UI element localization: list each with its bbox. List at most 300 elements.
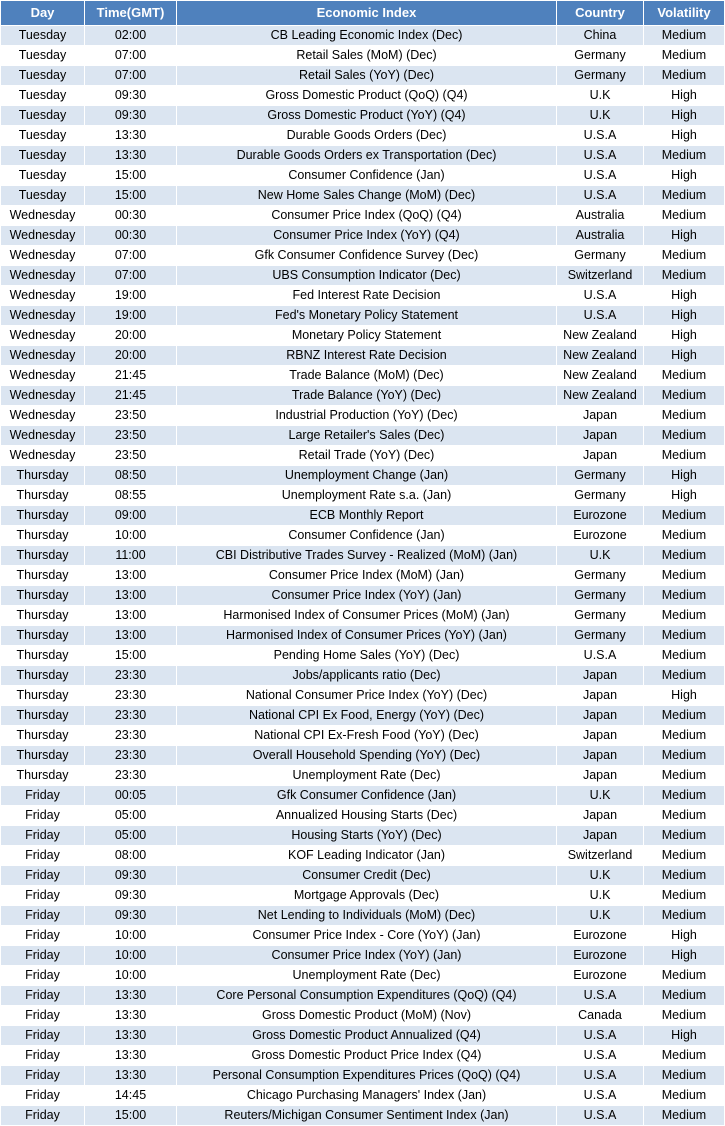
cell-country: U.K — [557, 886, 644, 906]
cell-time: 13:00 — [85, 566, 177, 586]
cell-country: U.S.A — [557, 1046, 644, 1066]
cell-day: Thursday — [1, 466, 85, 486]
cell-economic-index: Gross Domestic Product (MoM) (Nov) — [177, 1006, 557, 1026]
table-row — [1, 106, 725, 126]
cell-time: 09:30 — [85, 906, 177, 926]
cell-economic-index: Housing Starts (YoY) (Dec) — [177, 826, 557, 846]
cell-volatility: High — [644, 86, 725, 106]
cell-day: Thursday — [1, 586, 85, 606]
cell-time: 00:05 — [85, 786, 177, 806]
cell-country: Germany — [557, 566, 644, 586]
cell-country: New Zealand — [557, 366, 644, 386]
cell-volatility: Medium — [644, 566, 725, 586]
cell-volatility: Medium — [644, 1046, 725, 1066]
cell-time: 20:00 — [85, 346, 177, 366]
cell-day: Thursday — [1, 606, 85, 626]
table-row — [1, 266, 725, 286]
cell-time: 21:45 — [85, 366, 177, 386]
cell-country: U.K — [557, 86, 644, 106]
cell-volatility: High — [644, 466, 725, 486]
cell-volatility: Medium — [644, 206, 725, 226]
cell-economic-index: Consumer Confidence (Jan) — [177, 166, 557, 186]
cell-volatility: Medium — [644, 886, 725, 906]
cell-country: Eurozone — [557, 506, 644, 526]
cell-economic-index: RBNZ Interest Rate Decision — [177, 346, 557, 366]
cell-country: New Zealand — [557, 386, 644, 406]
cell-time: 23:50 — [85, 446, 177, 466]
cell-volatility: Medium — [644, 1066, 725, 1086]
cell-time: 23:30 — [85, 746, 177, 766]
cell-economic-index: Consumer Price Index (MoM) (Jan) — [177, 566, 557, 586]
table-row — [1, 786, 725, 806]
cell-day: Wednesday — [1, 446, 85, 466]
cell-economic-index: Unemployment Rate (Dec) — [177, 766, 557, 786]
table-row — [1, 1026, 725, 1046]
cell-volatility: Medium — [644, 846, 725, 866]
cell-economic-index: CB Leading Economic Index (Dec) — [177, 26, 557, 46]
cell-time: 15:00 — [85, 646, 177, 666]
cell-economic-index: Trade Balance (YoY) (Dec) — [177, 386, 557, 406]
cell-time: 11:00 — [85, 546, 177, 566]
cell-time: 05:00 — [85, 806, 177, 826]
cell-day: Tuesday — [1, 166, 85, 186]
table-row — [1, 166, 725, 186]
cell-economic-index: ECB Monthly Report — [177, 506, 557, 526]
header-economic-index: Economic Index — [177, 1, 557, 26]
cell-volatility: High — [644, 286, 725, 306]
cell-country: Japan — [557, 766, 644, 786]
table-row — [1, 926, 725, 946]
cell-country: Japan — [557, 666, 644, 686]
cell-time: 09:30 — [85, 886, 177, 906]
cell-country: U.S.A — [557, 306, 644, 326]
cell-economic-index: Large Retailer's Sales (Dec) — [177, 426, 557, 446]
cell-day: Wednesday — [1, 406, 85, 426]
cell-economic-index: Net Lending to Individuals (MoM) (Dec) — [177, 906, 557, 926]
cell-time: 02:00 — [85, 26, 177, 46]
cell-day: Tuesday — [1, 46, 85, 66]
cell-day: Thursday — [1, 526, 85, 546]
cell-time: 09:30 — [85, 866, 177, 886]
cell-time: 07:00 — [85, 66, 177, 86]
cell-economic-index: Gross Domestic Product (YoY) (Q4) — [177, 106, 557, 126]
cell-country: Eurozone — [557, 526, 644, 546]
table-row — [1, 686, 725, 706]
cell-country: U.S.A — [557, 1066, 644, 1086]
cell-economic-index: Durable Goods Orders (Dec) — [177, 126, 557, 146]
table-row — [1, 146, 725, 166]
cell-day: Friday — [1, 986, 85, 1006]
cell-volatility: High — [644, 166, 725, 186]
cell-country: Japan — [557, 826, 644, 846]
cell-volatility: Medium — [644, 446, 725, 466]
cell-time: 10:00 — [85, 526, 177, 546]
cell-time: 09:00 — [85, 506, 177, 526]
table-row — [1, 566, 725, 586]
cell-volatility: Medium — [644, 506, 725, 526]
cell-economic-index: Fed Interest Rate Decision — [177, 286, 557, 306]
cell-country: Japan — [557, 426, 644, 446]
cell-volatility: High — [644, 1026, 725, 1046]
cell-day: Friday — [1, 926, 85, 946]
cell-volatility: Medium — [644, 186, 725, 206]
cell-day: Friday — [1, 786, 85, 806]
cell-volatility: Medium — [644, 666, 725, 686]
cell-day: Wednesday — [1, 226, 85, 246]
table-row — [1, 506, 725, 526]
cell-economic-index: Personal Consumption Expenditures Prices (QoQ) (Q4) — [177, 1066, 557, 1086]
cell-country: U.K — [557, 866, 644, 886]
cell-country: New Zealand — [557, 346, 644, 366]
cell-volatility: Medium — [644, 646, 725, 666]
cell-country: Canada — [557, 1006, 644, 1026]
cell-day: Friday — [1, 846, 85, 866]
table-row — [1, 66, 725, 86]
cell-time: 23:30 — [85, 706, 177, 726]
table-row — [1, 46, 725, 66]
cell-volatility: High — [644, 126, 725, 146]
cell-country: Germany — [557, 66, 644, 86]
cell-day: Thursday — [1, 666, 85, 686]
cell-country: Japan — [557, 406, 644, 426]
table-row — [1, 446, 725, 466]
cell-time: 23:30 — [85, 666, 177, 686]
cell-economic-index: Harmonised Index of Consumer Prices (MoM) (Jan) — [177, 606, 557, 626]
cell-day: Thursday — [1, 706, 85, 726]
cell-volatility: Medium — [644, 826, 725, 846]
cell-country: U.S.A — [557, 646, 644, 666]
table-row — [1, 466, 725, 486]
cell-economic-index: National Consumer Price Index (YoY) (Dec) — [177, 686, 557, 706]
cell-economic-index: KOF Leading Indicator (Jan) — [177, 846, 557, 866]
cell-volatility: Medium — [644, 406, 725, 426]
cell-economic-index: Gross Domestic Product Annualized (Q4) — [177, 1026, 557, 1046]
cell-country: Japan — [557, 746, 644, 766]
cell-time: 19:00 — [85, 306, 177, 326]
cell-country: U.K — [557, 786, 644, 806]
cell-volatility: High — [644, 486, 725, 506]
cell-volatility: Medium — [644, 706, 725, 726]
cell-volatility: Medium — [644, 626, 725, 646]
header-time: Time(GMT) — [85, 1, 177, 26]
cell-economic-index: Reuters/Michigan Consumer Sentiment Index (Jan) — [177, 1106, 557, 1126]
table-row — [1, 606, 725, 626]
cell-volatility: Medium — [644, 66, 725, 86]
cell-day: Thursday — [1, 486, 85, 506]
cell-day: Friday — [1, 906, 85, 926]
table-row — [1, 706, 725, 726]
cell-country: Japan — [557, 446, 644, 466]
cell-economic-index: Consumer Price Index (YoY) (Jan) — [177, 586, 557, 606]
table-row — [1, 546, 725, 566]
cell-volatility: Medium — [644, 746, 725, 766]
cell-time: 23:30 — [85, 766, 177, 786]
cell-day: Friday — [1, 1046, 85, 1066]
cell-day: Friday — [1, 886, 85, 906]
cell-time: 10:00 — [85, 926, 177, 946]
cell-time: 15:00 — [85, 166, 177, 186]
cell-day: Friday — [1, 1086, 85, 1106]
cell-country: Australia — [557, 226, 644, 246]
cell-day: Wednesday — [1, 346, 85, 366]
cell-volatility: Medium — [644, 606, 725, 626]
table-row — [1, 1046, 725, 1066]
cell-time: 07:00 — [85, 46, 177, 66]
cell-volatility: High — [644, 686, 725, 706]
cell-day: Thursday — [1, 746, 85, 766]
cell-volatility: Medium — [644, 966, 725, 986]
cell-economic-index: Mortgage Approvals (Dec) — [177, 886, 557, 906]
cell-time: 07:00 — [85, 266, 177, 286]
cell-day: Wednesday — [1, 286, 85, 306]
cell-volatility: High — [644, 946, 725, 966]
cell-day: Thursday — [1, 626, 85, 646]
table-row — [1, 866, 725, 886]
cell-time: 20:00 — [85, 326, 177, 346]
cell-country: Germany — [557, 586, 644, 606]
cell-day: Friday — [1, 966, 85, 986]
cell-volatility: High — [644, 306, 725, 326]
cell-economic-index: New Home Sales Change (MoM) (Dec) — [177, 186, 557, 206]
cell-economic-index: Consumer Price Index (QoQ) (Q4) — [177, 206, 557, 226]
cell-time: 13:00 — [85, 606, 177, 626]
table-row — [1, 766, 725, 786]
cell-country: U.K — [557, 546, 644, 566]
table-row — [1, 826, 725, 846]
cell-economic-index: Overall Household Spending (YoY) (Dec) — [177, 746, 557, 766]
cell-volatility: High — [644, 346, 725, 366]
cell-economic-index: Annualized Housing Starts (Dec) — [177, 806, 557, 826]
table-row — [1, 626, 725, 646]
cell-volatility: Medium — [644, 586, 725, 606]
cell-economic-index: Consumer Price Index (YoY) (Jan) — [177, 946, 557, 966]
cell-country: U.S.A — [557, 1086, 644, 1106]
cell-volatility: Medium — [644, 906, 725, 926]
cell-country: U.S.A — [557, 186, 644, 206]
cell-time: 13:30 — [85, 146, 177, 166]
table-row — [1, 426, 725, 446]
table-row — [1, 246, 725, 266]
cell-economic-index: Gross Domestic Product Price Index (Q4) — [177, 1046, 557, 1066]
cell-time: 10:00 — [85, 946, 177, 966]
cell-day: Friday — [1, 1066, 85, 1086]
cell-country: Eurozone — [557, 946, 644, 966]
cell-economic-index: Durable Goods Orders ex Transportation (Dec) — [177, 146, 557, 166]
cell-time: 13:30 — [85, 1026, 177, 1046]
cell-time: 13:30 — [85, 1066, 177, 1086]
cell-day: Tuesday — [1, 186, 85, 206]
cell-volatility: High — [644, 226, 725, 246]
cell-country: U.S.A — [557, 126, 644, 146]
table-row — [1, 26, 725, 46]
cell-time: 19:00 — [85, 286, 177, 306]
cell-time: 13:00 — [85, 586, 177, 606]
cell-volatility: Medium — [644, 866, 725, 886]
cell-time: 08:50 — [85, 466, 177, 486]
header-day: Day — [1, 1, 85, 26]
cell-day: Tuesday — [1, 126, 85, 146]
cell-economic-index: Gfk Consumer Confidence Survey (Dec) — [177, 246, 557, 266]
cell-day: Tuesday — [1, 26, 85, 46]
cell-country: Switzerland — [557, 846, 644, 866]
cell-country: Switzerland — [557, 266, 644, 286]
table-row — [1, 486, 725, 506]
cell-economic-index: Gross Domestic Product (QoQ) (Q4) — [177, 86, 557, 106]
table-row — [1, 526, 725, 546]
cell-time: 13:30 — [85, 1006, 177, 1026]
cell-time: 00:30 — [85, 206, 177, 226]
cell-time: 00:30 — [85, 226, 177, 246]
cell-volatility: Medium — [644, 386, 725, 406]
cell-economic-index: UBS Consumption Indicator (Dec) — [177, 266, 557, 286]
cell-volatility: Medium — [644, 426, 725, 446]
cell-economic-index: National CPI Ex-Fresh Food (YoY) (Dec) — [177, 726, 557, 746]
cell-day: Friday — [1, 1026, 85, 1046]
cell-time: 08:55 — [85, 486, 177, 506]
cell-time: 23:30 — [85, 726, 177, 746]
cell-economic-index: Unemployment Rate s.a. (Jan) — [177, 486, 557, 506]
table-row — [1, 966, 725, 986]
cell-volatility: Medium — [644, 766, 725, 786]
cell-day: Thursday — [1, 686, 85, 706]
cell-time: 13:00 — [85, 626, 177, 646]
cell-day: Thursday — [1, 646, 85, 666]
table-row — [1, 646, 725, 666]
table-row — [1, 946, 725, 966]
cell-country: Germany — [557, 466, 644, 486]
cell-economic-index: Retail Sales (MoM) (Dec) — [177, 46, 557, 66]
cell-economic-index: Consumer Confidence (Jan) — [177, 526, 557, 546]
cell-country: Japan — [557, 726, 644, 746]
table-row — [1, 1066, 725, 1086]
cell-time: 13:30 — [85, 1046, 177, 1066]
table-row — [1, 1086, 725, 1106]
cell-time: 21:45 — [85, 386, 177, 406]
cell-day: Thursday — [1, 726, 85, 746]
cell-country: New Zealand — [557, 326, 644, 346]
cell-day: Friday — [1, 946, 85, 966]
table-row — [1, 806, 725, 826]
cell-time: 15:00 — [85, 1106, 177, 1126]
cell-volatility: Medium — [644, 986, 725, 1006]
cell-volatility: Medium — [644, 366, 725, 386]
cell-economic-index: Consumer Credit (Dec) — [177, 866, 557, 886]
cell-country: U.S.A — [557, 286, 644, 306]
cell-time: 10:00 — [85, 966, 177, 986]
cell-volatility: Medium — [644, 1086, 725, 1106]
table-row — [1, 666, 725, 686]
table-row — [1, 986, 725, 1006]
cell-volatility: Medium — [644, 1106, 725, 1126]
header-row — [1, 1, 725, 26]
cell-volatility: Medium — [644, 806, 725, 826]
cell-volatility: Medium — [644, 146, 725, 166]
cell-volatility: High — [644, 926, 725, 946]
cell-country: Germany — [557, 626, 644, 646]
cell-country: Germany — [557, 246, 644, 266]
cell-economic-index: Monetary Policy Statement — [177, 326, 557, 346]
cell-economic-index: Trade Balance (MoM) (Dec) — [177, 366, 557, 386]
cell-day: Tuesday — [1, 146, 85, 166]
cell-economic-index: Core Personal Consumption Expenditures (QoQ) (Q4) — [177, 986, 557, 1006]
cell-volatility: Medium — [644, 1006, 725, 1026]
cell-volatility: Medium — [644, 786, 725, 806]
cell-country: Japan — [557, 706, 644, 726]
cell-volatility: Medium — [644, 246, 725, 266]
cell-country: Japan — [557, 686, 644, 706]
cell-volatility: Medium — [644, 726, 725, 746]
cell-country: U.S.A — [557, 146, 644, 166]
cell-country: U.S.A — [557, 1106, 644, 1126]
cell-time: 13:30 — [85, 126, 177, 146]
cell-country: China — [557, 26, 644, 46]
cell-time: 23:30 — [85, 686, 177, 706]
cell-time: 08:00 — [85, 846, 177, 866]
cell-time: 09:30 — [85, 86, 177, 106]
table-row — [1, 1106, 725, 1126]
table-row — [1, 746, 725, 766]
cell-economic-index: CBI Distributive Trades Survey - Realized (MoM) (Jan) — [177, 546, 557, 566]
cell-time: 23:50 — [85, 426, 177, 446]
cell-day: Wednesday — [1, 246, 85, 266]
table-row — [1, 846, 725, 866]
cell-economic-index: Industrial Production (YoY) (Dec) — [177, 406, 557, 426]
cell-economic-index: Retail Trade (YoY) (Dec) — [177, 446, 557, 466]
cell-country: Eurozone — [557, 966, 644, 986]
cell-time: 09:30 — [85, 106, 177, 126]
cell-day: Friday — [1, 866, 85, 886]
cell-economic-index: Gfk Consumer Confidence (Jan) — [177, 786, 557, 806]
cell-economic-index: Fed's Monetary Policy Statement — [177, 306, 557, 326]
cell-volatility: Medium — [644, 526, 725, 546]
table-row — [1, 186, 725, 206]
cell-economic-index: Pending Home Sales (YoY) (Dec) — [177, 646, 557, 666]
cell-time: 05:00 — [85, 826, 177, 846]
cell-day: Tuesday — [1, 106, 85, 126]
cell-day: Friday — [1, 806, 85, 826]
table-header — [1, 1, 725, 26]
table-row — [1, 286, 725, 306]
cell-country: U.S.A — [557, 986, 644, 1006]
table-row — [1, 586, 725, 606]
cell-country: Australia — [557, 206, 644, 226]
cell-time: 13:30 — [85, 986, 177, 1006]
cell-day: Wednesday — [1, 326, 85, 346]
cell-time: 15:00 — [85, 186, 177, 206]
cell-day: Wednesday — [1, 266, 85, 286]
cell-day: Wednesday — [1, 426, 85, 446]
cell-day: Thursday — [1, 566, 85, 586]
cell-volatility: High — [644, 326, 725, 346]
cell-volatility: Medium — [644, 266, 725, 286]
cell-economic-index: Harmonised Index of Consumer Prices (YoY) (Jan) — [177, 626, 557, 646]
table-row — [1, 86, 725, 106]
table-row — [1, 326, 725, 346]
cell-day: Friday — [1, 1006, 85, 1026]
cell-day: Thursday — [1, 506, 85, 526]
cell-economic-index: Retail Sales (YoY) (Dec) — [177, 66, 557, 86]
cell-country: U.K — [557, 106, 644, 126]
cell-day: Wednesday — [1, 206, 85, 226]
cell-economic-index: Chicago Purchasing Managers' Index (Jan) — [177, 1086, 557, 1106]
cell-day: Wednesday — [1, 306, 85, 326]
cell-economic-index: National CPI Ex Food, Energy (YoY) (Dec) — [177, 706, 557, 726]
cell-time: 14:45 — [85, 1086, 177, 1106]
cell-day: Wednesday — [1, 366, 85, 386]
cell-volatility: High — [644, 106, 725, 126]
cell-volatility: Medium — [644, 546, 725, 566]
table-row — [1, 726, 725, 746]
